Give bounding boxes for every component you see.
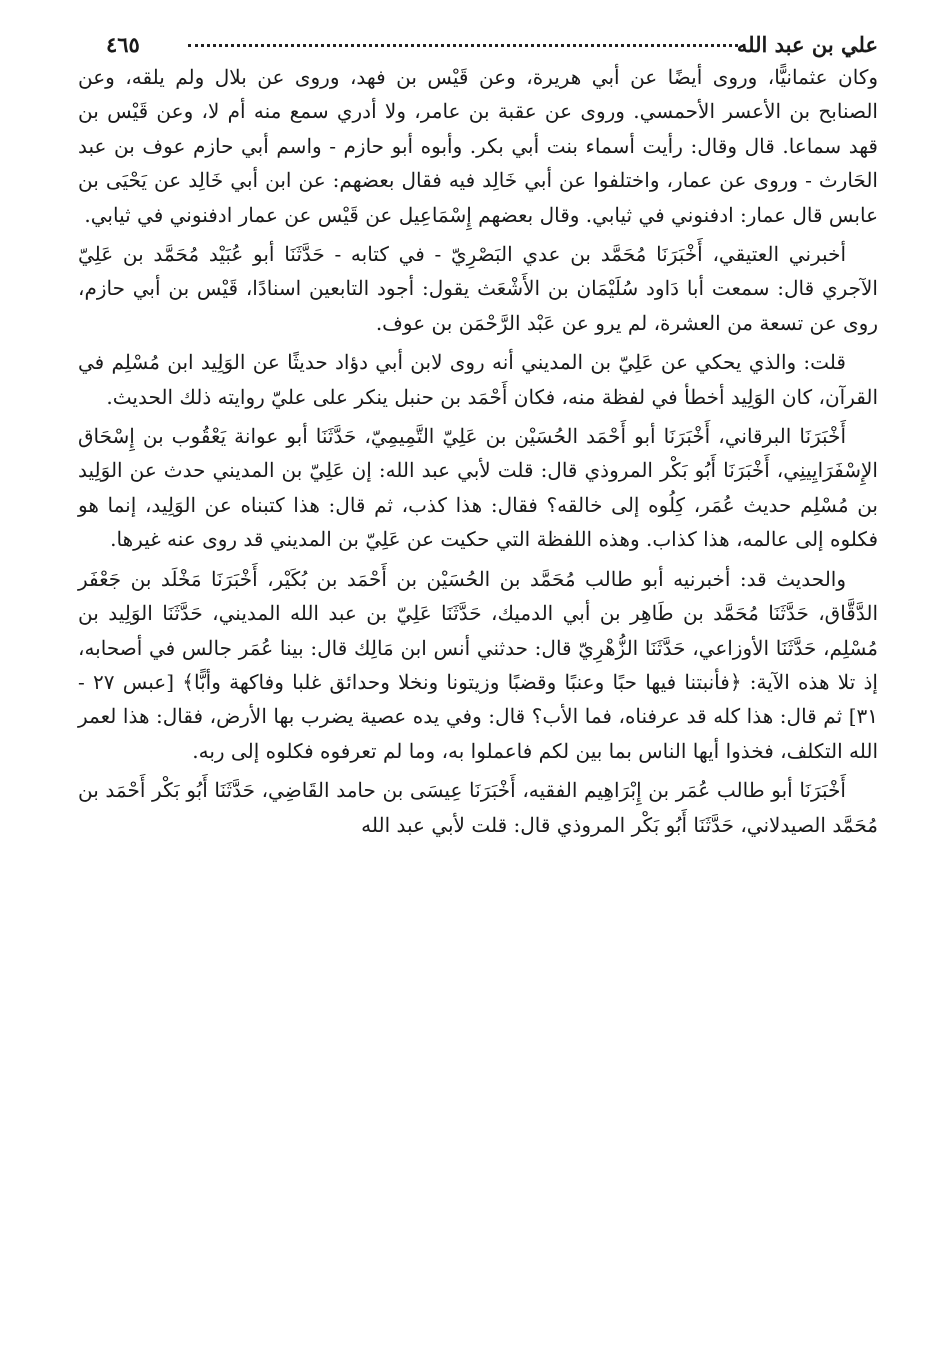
paragraph: قلت: والذي يحكي عن عَلِيّ بن المديني أنه روى لابن أبي دؤاد حديثًا عن الوَلِيد ابن مُسْلِم في القرآن، كان الوَلِيد أخطأ في لفظة منه، فكان أَحْمَد بن حنبل ينكر على عليّ روايته ذلك الحديث. xyxy=(78,350,878,409)
paragraph: والحديث قد: أخبرنيه أبو طالب مُحَمَّد بن الحُسَيْن بن أَحْمَد بن بُكَيْر، أَخْبَرَنَا مَخْلَد بن جَعْفَر الدَّقَّاق، حَدَّثَنَا مُحَمَّد بن طَاهِر بن أبي الدميك، حَدَّثَنَا عَلِيّ بن عبد الله المديني، حَدَّثَنَا الوَلِيد بن مُسْلِم، حَدَّثَنَا الأوزاعي، حَدَّثَنَا الزُّهْرِيّ قال: حدثني أنس ابن مَالِك قال: بينا عُمَر جالس في أصحابه، إذ تلا هذه الآية: ﴿فأنبتنا فيها حبًا وعنبًا وقضبًا وزيتونا ونخلا وحدائق غلبا وفاكهة وأبًّا﴾ [عبس ٢٧ - ٣١] ثم قال: هذا كله قد عرفناه، فما الأب؟ قال: وفي يده عصية يضرب بها الأرض، فقال: هذا لعمر الله التكلف، فخذوا أيها الناس بما بين لكم فاعملوا به، وما لم تعرفوه فكلوه إلى ربه. xyxy=(78,566,878,763)
paragraph: أَخْبَرَنَا أبو طالب عُمَر بن إِبْرَاهِيم الفقيه، أَخْبَرَنَا عِيسَى بن حامد القَاضِي، حَدَّثَنَا أَبُو بَكْر أَحْمَد بن مُحَمَّد الصيدلاني، حَدَّثَنَا أَبُو بَكْر المروذي قال: قلت لأبي عبد الله xyxy=(78,778,878,837)
book-page xyxy=(78,20,878,1340)
page-header xyxy=(78,20,878,60)
header-dotted-leader xyxy=(188,30,738,47)
page-number: ٤٦٥ xyxy=(106,32,140,57)
page-body xyxy=(78,60,878,842)
paragraph: وكان عثمانيًّا، وروى أيضًا عن أبي هريرة، وعن قَيْس بن فهد، وروى عن بلال ولم يلقه، وعن الصنابح بن الأعسر الأحمسي. وروى عن عقبة بن عامر، ولا أدري سمع منه أم لا، وعن قَيْس بن قهد سماعا. قال وقال: رأيت أسماء بنت أبي بكر. وأبوه أبو حازم - واسم أبي حازم عوف بن عبد الحَارث - وروى عن عمار، واختلفوا عن أبي خَالِد فيه فقال بعضهم: عن ابن أبي خَالِد عن يَحْيَى بن عابس قال عمار: ادفنوني في ثيابي. وقال بعضهم إِسْمَاعِيل عن قَيْس عن عمار ادفنوني في ثيابي. xyxy=(78,65,878,227)
paragraph: أخبرني العتيقي، أَخْبَرَنَا مُحَمَّد بن عدي البَصْرِيّ - في كتابه - حَدَّثَنَا أبو عُبَيْد مُحَمَّد بن عَلِيّ الآجري قال: سمعت أبا دَاود سُلَيْمَان بن الأَشْعَث يقول: أجود التابعين اسنادًا، قَيْس بن أبي حازم، روى عن تسعة من العشرة، لم يرو عن عَبْد الرَّحْمَن بن عوف. xyxy=(78,242,878,335)
running-title: علي بن عبد الله xyxy=(736,32,878,57)
paragraph: أَخْبَرَنَا البرقاني، أَخْبَرَنَا أبو أَحْمَد الحُسَيْن بن عَلِيّ التَّمِيمِيّ، حَدَّثَنَا أبو عوانة يَعْقُوب بن إِسْحَاق الإِسْفَرَايِينِي، أَخْبَرَنَا أَبُو بَكْر المروذي قال: قلت لأبي عبد الله: إن عَلِيّ بن المديني حدث عن الوَلِيد بن مُسْلِم حديث عُمَر، كِلُوه إلى خالقه؟ فقال: هذا كذب، ثم قال: هذا كتبناه عن الوَلِيد، إنما هو فكلوه إلى عالمه، هذا كذاب. وهذه اللفظة التي حكيت عن عَلِيّ بن المديني قد روى عنه غيرها. xyxy=(78,424,878,552)
